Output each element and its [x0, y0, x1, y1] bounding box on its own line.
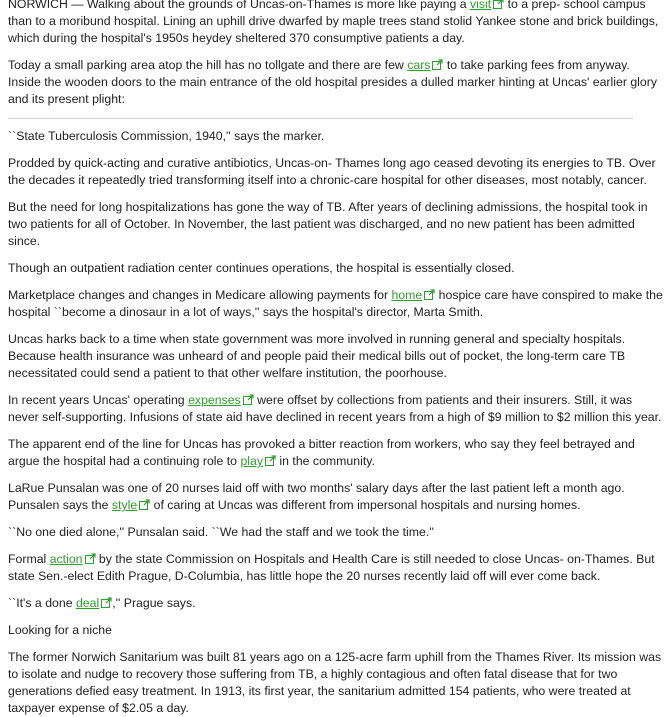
paragraph-text: to a prep- school campus than to a moribund hospital. Lining an uphill drive dwarfed by maple trees stand stolid Yankee stone and brick buildings, which during the hospital's 1950s heydey sheltered 370 consumptive patients a day. — [8, 0, 659, 45]
article-paragraph — [8, 128, 663, 145]
external-link-icon[interactable] — [85, 553, 96, 564]
external-link-icon[interactable] — [265, 455, 276, 466]
paragraph-text: Looking for a niche — [8, 623, 112, 637]
paragraph-text: ``No one died alone,'' Punsalan said. ``We had the staff and we took the time.'' — [8, 525, 434, 539]
paragraph-text: ,'' Prague says. — [112, 596, 196, 610]
paragraph-text: hospice care have conspired to make the hospital ``become a dinosaur in a lot of ways,'' says the hospital's director, Marta Smith. — [8, 288, 663, 319]
article-paragraph — [8, 260, 663, 277]
paragraph-text: by the state Commission on Hospitals and Health Care is still needed to close Uncas- on-Thames. But state Sen.-elect Edith Prague, D-Columbia, has little hope the 20 nurses recently laid off will ever come back. — [8, 552, 655, 583]
paragraph-text: NORWICH — Walking about the grounds of Uncas-on-Thames is more like paying a — [8, 0, 471, 11]
divider — [8, 118, 633, 119]
keyword-link[interactable]: action — [49, 552, 83, 566]
paragraph-text: Though an outpatient radiation center continues operations, the hospital is essentially closed. — [8, 261, 515, 275]
article-paragraph — [8, 524, 663, 541]
article-paragraph — [8, 331, 663, 382]
paragraph-text: LaRue Punsalan was one of 20 nurses laid off with two months' salary days after the last patient left a month ago. Punsalen says the — [8, 481, 625, 512]
paragraph-text: But the need for long hospitalizations has gone the way of TB. After years of declining admissions, the hospital took in two patients for all of October. In November, the last patient was discharged, and no new patient has been admitted since. — [8, 200, 648, 248]
paragraph-text: in the community. — [276, 454, 375, 468]
paragraph-text: to take parking fees from anyway. Inside the wooden doors to the main entrance of the old hospital presides a dulled marker hinting at Uncas' earlier glory and its present plight: — [8, 58, 657, 106]
article-paragraph — [8, 0, 663, 47]
article-paragraph — [8, 155, 663, 189]
article-paragraph — [8, 480, 663, 514]
article-paragraph — [8, 649, 663, 717]
external-link-icon[interactable] — [243, 394, 254, 405]
keyword-link[interactable]: expenses — [188, 393, 241, 407]
paragraph-text: In recent years Uncas' operating — [8, 393, 189, 407]
article-paragraph — [8, 392, 663, 426]
article-paragraph — [8, 57, 663, 108]
paragraph-text: Marketplace changes and changes in Medicare allowing payments for — [8, 288, 392, 302]
external-link-icon[interactable] — [493, 0, 504, 9]
article-paragraph — [8, 287, 663, 321]
paragraph-text: were offset by collections from patients and their insurers. Still, it was never self-supporting. Infusions of state aid have declined in recent years from a high of $9 million to $2 million this year. — [8, 393, 662, 424]
paragraph-text: of caring at Uncas was different from impersonal hospitals and nursing homes. — [150, 498, 581, 512]
article-paragraph — [8, 551, 663, 585]
keyword-link[interactable]: style — [111, 498, 138, 512]
keyword-link[interactable]: visit — [470, 0, 492, 11]
article-paragraph — [8, 595, 663, 612]
paragraph-text: Formal — [8, 552, 50, 566]
paragraph-text: The former Norwich Sanitarium was built 81 years ago on a 125-acre farm uphill from the Thames River. Its mission was to isolate and nudge to recovery those suffering from TB, a highly contagious and often fatal disease that for two generations defied easy treatment. In 1913, its first year, the sanitarium admitted 154 patients, who were treated at taxpayer expense of $2.05 a day. — [8, 650, 662, 715]
keyword-link[interactable]: cars — [407, 58, 431, 72]
keyword-link[interactable]: deal — [75, 596, 100, 610]
keyword-link[interactable]: play — [240, 454, 264, 468]
paragraph-text: Today a small parking area atop the hill has no tollgate and there are few — [8, 58, 408, 72]
paragraph-text: The apparent end of the line for Uncas has provoked a bitter reaction from workers, who say they feel betrayed and argue the hospital had a continuing role to — [8, 437, 635, 468]
paragraph-text: Prodded by quick-acting and curative antibiotics, Uncas-on- Thames long ago ceased devoting its energies to TB. Over the decades it repeatedly tried transforming itself into a chronic-care hospital for other diseases, most notably, cancer. — [8, 156, 656, 187]
paragraph-text: Uncas harks back to a time when state government was more involved in running general and specialty hospitals. Because health insurance was unheard of and people paid their medical bills out of pocket, the long-term care TB necessitated could send a patient to that other welfare institution, the poorhouse. — [8, 332, 626, 380]
external-link-icon[interactable] — [432, 59, 443, 70]
external-link-icon[interactable] — [424, 289, 435, 300]
paragraph-text: ``It's a done — [8, 596, 76, 610]
article-paragraph — [8, 622, 663, 639]
article-paragraph — [8, 436, 663, 470]
external-link-icon[interactable] — [101, 597, 112, 608]
external-link-icon[interactable] — [139, 499, 150, 510]
paragraph-text: ``State Tuberculosis Commission, 1940,'' says the marker. — [8, 129, 325, 143]
article-paragraph — [8, 199, 663, 250]
keyword-link[interactable]: home — [391, 288, 423, 302]
